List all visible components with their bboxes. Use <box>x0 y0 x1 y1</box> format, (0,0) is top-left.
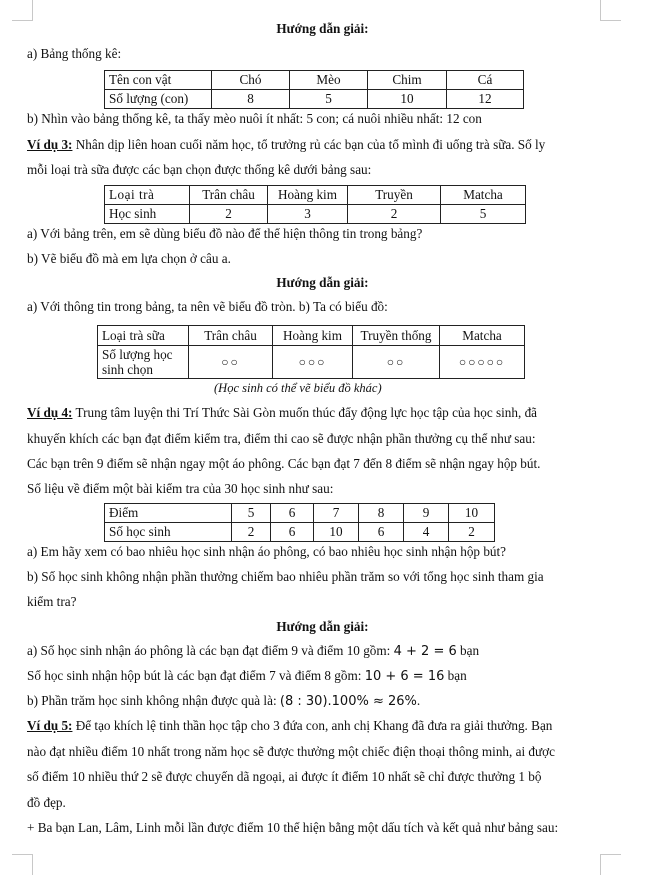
table-cell: 2 <box>449 523 495 542</box>
answer-unit: bạn <box>456 643 480 658</box>
example-5-line: số điểm 10 nhiều thứ 2 sẽ được chuyến dã ngoại, ai được ít điểm 10 nhất sẽ chỉ được thưởng 1 bộ <box>27 769 542 784</box>
math-expression: 10 + 6 = 16 <box>364 669 445 684</box>
table-row-label: Số lượng (con) <box>105 90 212 109</box>
example-5-paragraph <box>27 718 552 734</box>
table-header-cell: Mèo <box>290 71 368 90</box>
table-cell-symbols: ○○ <box>189 346 273 379</box>
part-a-text: a) Bảng thống kê: <box>27 46 122 61</box>
table-header-cell: Truyền <box>348 186 441 205</box>
answer-text: Số học sinh nhận hộp bút là các bạn đạt điểm 7 và điểm 8 gồm: <box>27 668 365 683</box>
example-3-label: Ví dụ 3: <box>27 137 73 152</box>
score-table <box>104 503 495 542</box>
table-cell: 8 <box>212 90 290 109</box>
example-5-line: + Ba bạn Lan, Lâm, Linh mỗi lần được điểm 10 thể hiện bằng một dấu tích và kết quả như bảng sau: <box>27 820 559 835</box>
table-cell-symbols: ○○○ <box>273 346 353 379</box>
table-cell: 10 <box>368 90 447 109</box>
milk-tea-chart-table <box>97 325 525 379</box>
table-cell: 12 <box>447 90 524 109</box>
answer-text: a) Số học sinh nhận áo phông là các bạn đạt điểm 9 và điểm 10 gồm: <box>27 643 394 658</box>
table-row-label: Điểm <box>105 504 232 523</box>
example-4-line: Các bạn trên 9 điểm sẽ nhận ngay một áo phông. Các bạn đạt 7 đến 8 điểm sẽ nhận ngay hộp bút. <box>27 456 541 471</box>
example-4-line: khuyến khích các bạn đạt điểm kiểm tra, điểm thi cao sẽ được nhận phần thưởng cụ thể như sau: <box>27 431 536 446</box>
table-cell: 6 <box>359 523 404 542</box>
table-header-cell: Hoàng kim <box>273 326 353 346</box>
question-b-text: kiểm tra? <box>27 594 77 609</box>
math-expression: 4 + 2 = 6 <box>393 644 457 659</box>
solution-heading: Hướng dẫn giải: <box>276 619 369 634</box>
table-header-cell: Cá <box>447 71 524 90</box>
question-a-text: a) Em hãy xem có bao nhiêu học sinh nhận áo phông, có bao nhiêu học sinh nhận hộp bút? <box>27 544 507 559</box>
table-cell: 5 <box>441 205 526 224</box>
corner-mark-bottom-right <box>600 854 621 875</box>
table-cell: 9 <box>404 504 449 523</box>
table-header-cell: Loại trà <box>105 186 190 205</box>
corner-mark-top-left <box>12 0 33 21</box>
example-3-paragraph <box>27 137 545 153</box>
table-header-cell: Chó <box>212 71 290 90</box>
table-cell: 7 <box>314 504 359 523</box>
table-cell-symbols: ○○○○○ <box>440 346 525 379</box>
solution-heading: Hướng dẫn giải: <box>276 21 369 36</box>
question-b-text: b) Vẽ biểu đồ mà em lựa chọn ở câu a. <box>27 251 231 266</box>
example-4-line: Số liệu về điểm một bài kiểm tra của 30 học sinh như sau: <box>27 481 334 496</box>
corner-mark-bottom-left <box>12 854 33 875</box>
answer-unit: bạn <box>444 668 467 683</box>
table-cell: 10 <box>314 523 359 542</box>
example-4-label: Ví dụ 4: <box>27 405 73 420</box>
example-5-line: nào đạt nhiều điểm 10 nhất trong năm học sẽ được thưởng một chiếc điện thoại thông minh, ai được <box>27 744 555 759</box>
table-header-cell: Truyền thống <box>353 326 440 346</box>
table-header-cell: Matcha <box>441 186 526 205</box>
example-4-line: Trung tâm luyện thi Trí Thức Sài Gòn muốn thúc đẩy động lực học tập của học sinh, đã <box>72 405 538 420</box>
table-header-cell: Trân châu <box>190 186 268 205</box>
table-cell: 2 <box>190 205 268 224</box>
part-b-text: b) Nhìn vào bảng thống kê, ta thấy mèo nuôi ít nhất: 5 con; cá nuôi nhiều nhất: 12 con <box>27 111 482 126</box>
example-5-label: Ví dụ 5: <box>27 718 73 733</box>
milk-tea-table <box>104 185 526 224</box>
answer-a-line <box>27 668 467 684</box>
table-cell: 6 <box>271 504 314 523</box>
example-5-line: đồ đẹp. <box>27 795 66 810</box>
table-cell: 5 <box>290 90 368 109</box>
answer-end: . <box>416 693 421 708</box>
table-cell: 6 <box>271 523 314 542</box>
table-header-cell: Chim <box>368 71 447 90</box>
corner-mark-top-right <box>600 0 621 21</box>
answer-b-line <box>27 693 420 709</box>
example-5-line: Để tạo khích lệ tinh thần học tập cho 3 đứa con, anh chị Khang đã đưa ra giải thưởng. Bạn <box>72 718 553 733</box>
table-cell: 2 <box>348 205 441 224</box>
math-expression: (8 : 30).100% ≈ 26% <box>279 694 417 709</box>
row-label-line: sinh chọn <box>102 362 153 377</box>
table-cell-symbols: ○○ <box>353 346 440 379</box>
table-cell: 5 <box>232 504 271 523</box>
table-row-label: Học sinh <box>105 205 190 224</box>
table-cell: 10 <box>449 504 495 523</box>
table-cell: 2 <box>232 523 271 542</box>
table-cell: 8 <box>359 504 404 523</box>
table-row-label <box>98 346 189 379</box>
answer-text: a) Với thông tin trong bảng, ta nên vẽ biểu đồ tròn. b) Ta có biểu đồ: <box>27 299 388 314</box>
question-a-text: a) Với bảng trên, em sẽ dùng biểu đồ nào để thể hiện thông tin trong bảng? <box>27 226 423 241</box>
table-header-cell: Matcha <box>440 326 525 346</box>
example-4-paragraph <box>27 405 537 421</box>
table-row-label: Số học sinh <box>105 523 232 542</box>
table-header-cell: Loại trà sữa <box>98 326 189 346</box>
table-cell: 3 <box>268 205 348 224</box>
answer-text: b) Phần trăm học sinh không nhận được quà là: <box>27 693 280 708</box>
table-cell: 4 <box>404 523 449 542</box>
row-label-line: Số lượng học <box>102 347 173 362</box>
question-b-text: b) Số học sinh không nhận phần thưởng chiếm bao nhiêu phần trăm so với tổng học sinh tham gia <box>27 569 544 584</box>
table-header-cell: Trân châu <box>189 326 273 346</box>
example-3-line: mỗi loại trà sữa được các bạn chọn được thống kê dưới bảng sau: <box>27 162 372 177</box>
example-3-line: Nhân dịp liên hoan cuối năm học, tổ trưởng rủ các bạn của tổ mình đi uống trà sữa. Số ly <box>72 137 546 152</box>
animal-stats-table <box>104 70 524 109</box>
solution-heading: Hướng dẫn giải: <box>276 275 369 290</box>
table-header-cell: Tên con vật <box>105 71 212 90</box>
answer-a-line <box>27 643 479 659</box>
table-caption: (Học sinh có thể vẽ biểu đồ khác) <box>214 381 382 395</box>
table-header-cell: Hoàng kim <box>268 186 348 205</box>
